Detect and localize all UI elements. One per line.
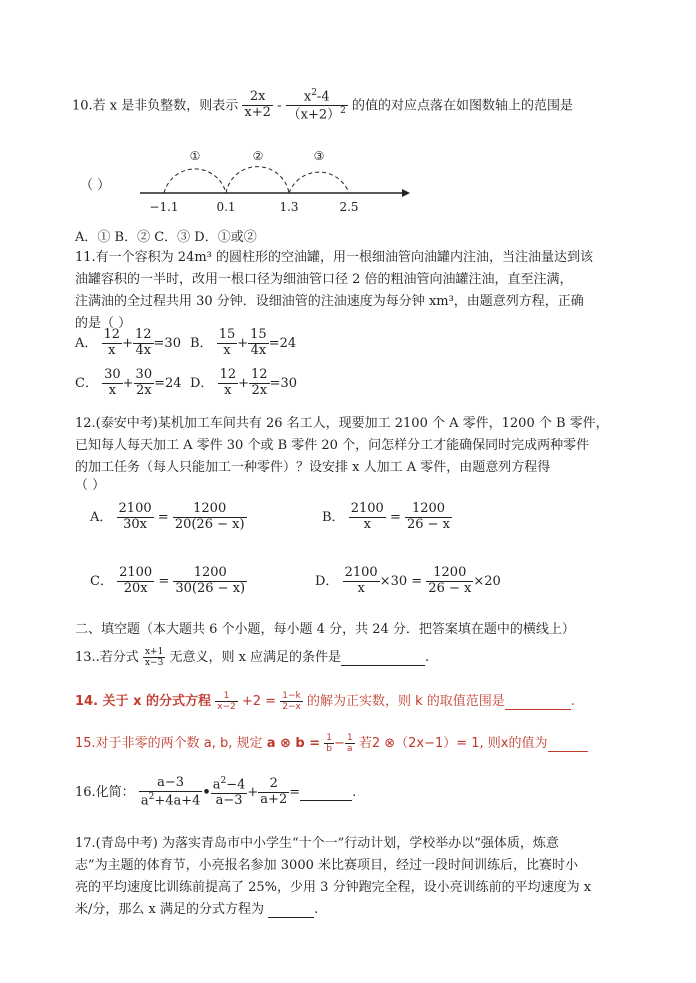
q10-fraction-2 <box>286 88 348 124</box>
section-2-heading: 二、填空题（本大题共 6 个小题，每小题 4 分，共 24 分．把答案填在题中的横线上） <box>75 622 575 637</box>
number-line-arrow <box>402 189 410 197</box>
q10-lead: 10.若 x 是非负整数，则表示 <box>72 98 239 114</box>
q11-line-1: 11.有一个容积为 24m³ 的圆柱形的空油罐，用一根细油管向油罐内注油，当注油量达到该 <box>75 250 594 265</box>
q10-fraction-1 <box>242 90 273 121</box>
q12-option-b: B． $\frac{2100}{x}$ = $\frac{1200}{26 - x}$ <box>322 501 451 532</box>
q10-options: A．① B．② C．③ D．①或② <box>75 230 257 245</box>
q17-answer-blank[interactable] <box>268 902 314 918</box>
q17-line-2: 志”为主题的体育节，小亮报名参加 3000 米比赛项目，经过一段时间训练后，比赛时小 <box>75 858 578 873</box>
q10-f2-num: $x^2-4$ <box>286 88 348 106</box>
number-line <box>140 140 420 220</box>
arc-3 <box>289 172 349 193</box>
q13-answer-blank[interactable] <box>341 650 425 666</box>
arc-label-2: ② <box>252 149 264 163</box>
q17-line-3: 亮的平均速度比训练前提高了 25%，少用 3 分钟跑完全程，设小亮训练前的平均速度为 x <box>75 880 592 895</box>
q12-option-a: A． $\frac{2100}{30x}$ = $\frac{1200}{20(26 - x)}$ <box>90 501 245 532</box>
q12-line-3: 的加工任务（每人只能加工一种零件）？设安排 x 人加工 A 零件，由题意列方程得 <box>75 460 551 475</box>
q12-option-c: C． $\frac{2100}{20x}$ = $\frac{1200}{30(26 - x)}$ <box>90 565 246 596</box>
tick-label-4: 2.5 <box>339 200 359 214</box>
arc-label-3: ③ <box>313 149 325 163</box>
q10-paren: （ ） <box>80 178 111 193</box>
q10-f2-den: $(x+2)^2$ <box>287 106 346 123</box>
q16-answer-blank[interactable] <box>300 785 352 801</box>
q17-line-4: 米/分，那么 x 满足的分式方程为 . <box>75 902 319 917</box>
arc-2 <box>226 167 289 193</box>
q15-answer-blank[interactable] <box>548 736 588 752</box>
q11-line-3: 注满油的全过程共用 30 分钟．设细油管的注油速度为每分钟 xm³，由题意列方程，正确 <box>75 294 584 309</box>
q12-line-4: （ ） <box>75 478 106 493</box>
q10-tail: 的值的对应点落在如图数轴上的范围是 <box>351 98 573 114</box>
arc-label-1: ① <box>189 149 201 163</box>
arc-1 <box>164 169 226 193</box>
q15: 15.对于非零的两个数 a, b, 规定 a ⊗ b = $\frac{1}{b}$ − $\frac{1}{a}$ 若2 ⊗（2x−1）= 1, 则x的值为 <box>75 732 588 754</box>
q10-minus: - <box>277 98 282 114</box>
q11-line-2: 油罐容积的一半时，改用一根口径为细油管口径 2 倍的粗油管向油罐注油，直至注满， <box>75 272 573 287</box>
q14-answer-blank[interactable] <box>505 694 571 710</box>
q17-line-1: 17.(青岛中考) 为落实青岛市中小学生“十个一”行动计划，学校举办以“强体质，炼意 <box>75 836 559 851</box>
q10-f1-den: x+2 <box>244 105 271 121</box>
q11-option-a: A． $\frac{12}{x}$ + $\frac{12}{4x}$ =30 <box>75 327 181 358</box>
q14: 14. 关于 x 的分式方程 $\frac{1}{x-2}$ +2 = $\frac{1-k}{2-x}$ 的解为正实数，则 k 的取值范围是 . <box>75 690 575 712</box>
tick-label-1: −1.1 <box>149 200 179 214</box>
q12-line-1: 12.(泰安中考)某机加工车间共有 26 名工人，现要加工 2100 个 A 零件，1200 个 B 零件， <box>75 416 609 431</box>
q11-option-c: C． $\frac{30}{x}$ + $\frac{30}{2x}$ =24 <box>75 367 182 398</box>
q12-option-d: D． $\frac{2100}{x}$ ×30 = $\frac{1200}{26 - x}$ ×20 <box>315 565 501 596</box>
tick-label-3: 1.3 <box>279 200 299 214</box>
q13: 13..若分式 $\frac{x+1}{x-3}$ 无意义，则 x 应满足的条件是 . <box>75 646 430 668</box>
tick-label-2: 0.1 <box>216 200 236 214</box>
q10-f1-num: 2x <box>242 90 273 106</box>
q11-option-d: D． $\frac{12}{x}$ + $\frac{12}{2x}$ =30 <box>190 367 298 398</box>
q12-line-2: 已知每人每天加工 A 零件 30 个或 B 零件 20 个，问怎样分工才能确保同时完成两种零件 <box>75 438 590 453</box>
q16: 16.化简： $\frac{a-3}{a^2+4a+4}$ • $\frac{a^2-4}{a-3}$ + $\frac{2}{a+2}$ = . <box>75 775 357 809</box>
q10-stem <box>72 88 573 124</box>
q11-option-b: B． $\frac{15}{x}$ + $\frac{15}{4x}$ =24 <box>190 327 297 358</box>
q11-line-4: 的是（ ） <box>75 316 132 331</box>
